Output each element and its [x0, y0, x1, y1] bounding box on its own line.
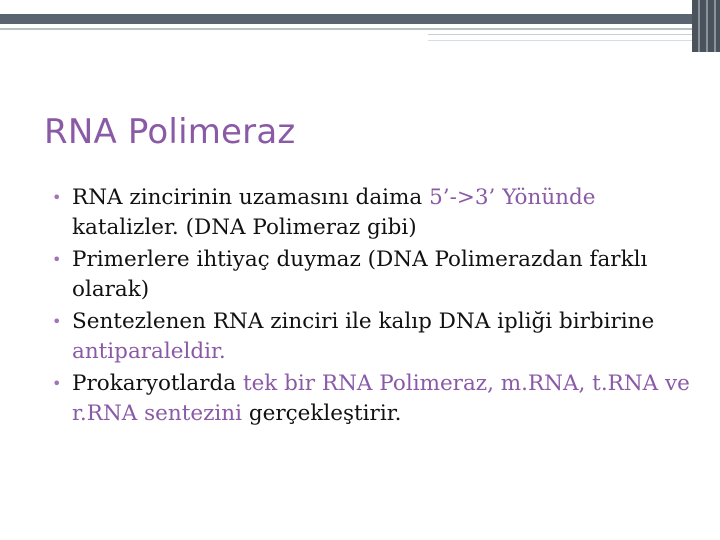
bullet-list	[52, 183, 692, 431]
top-rule	[0, 28, 692, 30]
bullet-item	[52, 183, 692, 243]
top-band	[0, 14, 692, 24]
corner-decoration	[692, 0, 720, 52]
bullet-item	[52, 307, 692, 367]
corner-stripe	[698, 0, 700, 52]
bullet-icon: •	[52, 312, 62, 331]
bullet-item	[52, 245, 692, 305]
corner-stripe	[706, 0, 708, 52]
slide-title: RNA Polimeraz	[44, 112, 296, 152]
bullet-icon: •	[52, 188, 62, 207]
corner-stripe	[714, 0, 716, 52]
bullet-icon: •	[52, 250, 62, 269]
bullet-icon: •	[52, 374, 62, 393]
top-rule-thin	[428, 40, 692, 41]
highlight-text: 5’->3’ Yönünde	[429, 185, 596, 210]
bullet-item	[52, 369, 692, 429]
bullet-text: gerçekleştirir.	[242, 401, 402, 426]
highlight-text: tek bir RNA Polimeraz, m.RNA, t.RNA ve r.RNA sentezini	[72, 371, 690, 426]
bullet-text: RNA zincirinin uzamasını daima	[72, 185, 430, 210]
bullet-text: Prokaryotlarda	[72, 371, 243, 396]
top-decoration	[0, 0, 720, 26]
bullet-text: Primerlere ihtiyaç duymaz (DNA Polimerazdan farklı olarak)	[72, 247, 648, 302]
bullet-text: katalizler. (DNA Polimeraz gibi)	[72, 215, 417, 240]
highlight-text: antiparaleldir.	[72, 339, 226, 364]
bullet-text: Sentezlenen RNA zinciri ile kalıp DNA ipliği birbirine	[72, 309, 655, 334]
top-rule-thin	[428, 34, 692, 35]
